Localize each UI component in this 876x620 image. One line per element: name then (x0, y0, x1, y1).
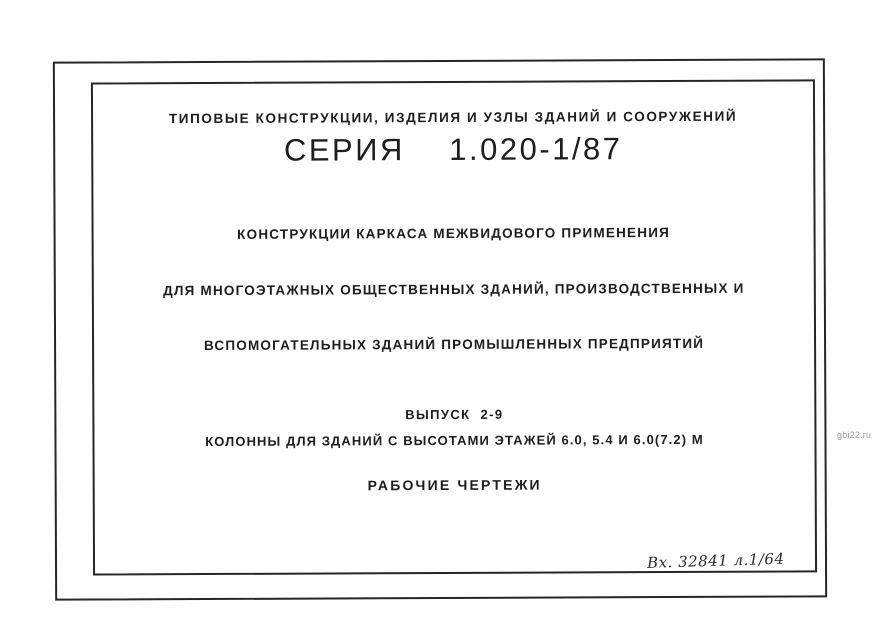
series-title: СЕРИЯ 1.020-1/87 (283, 131, 623, 168)
issue-number-line: ВЫПУСК 2-9 (405, 406, 504, 422)
working-drawings-line: РАБОЧИЕ ЧЕРТЕЖИ (367, 476, 542, 493)
title-block (93, 81, 815, 494)
description-block (93, 186, 814, 393)
description-line: КОНСТРУКЦИИ КАРКАСА МЕЖВИДОВОГО ПРИМЕНЕНИЯ (237, 224, 671, 242)
site-watermark: gbi22.ru (837, 430, 872, 440)
columns-subtitle-line: КОЛОННЫ ДЛЯ ЗДАНИЙ С ВЫСОТАМИ ЭТАЖЕЙ 6.0, 5.4 И 6.0(7.2) М (205, 431, 704, 449)
handwritten-inventory-note: Вх. 32841 л.1/64 (647, 549, 786, 572)
inner-border (91, 79, 817, 575)
outer-border (53, 58, 827, 600)
document-category-line: ТИПОВЫЕ КОНСТРУКЦИИ, ИЗДЕЛИЯ И УЗЛЫ ЗДАНИЙ И СООРУЖЕНИЙ (168, 108, 738, 127)
description-line: ВСПОМОГАТЕЛЬНЫХ ЗДАНИЙ ПРОМЫШЛЕННЫХ ПРЕДПРИЯТИЙ (203, 335, 705, 354)
description-line: ДЛЯ МНОГОЭТАЖНЫХ ОБЩЕСТВЕННЫХ ЗДАНИЙ, ПРОИЗВОДСТВЕННЫХ И (163, 280, 745, 298)
